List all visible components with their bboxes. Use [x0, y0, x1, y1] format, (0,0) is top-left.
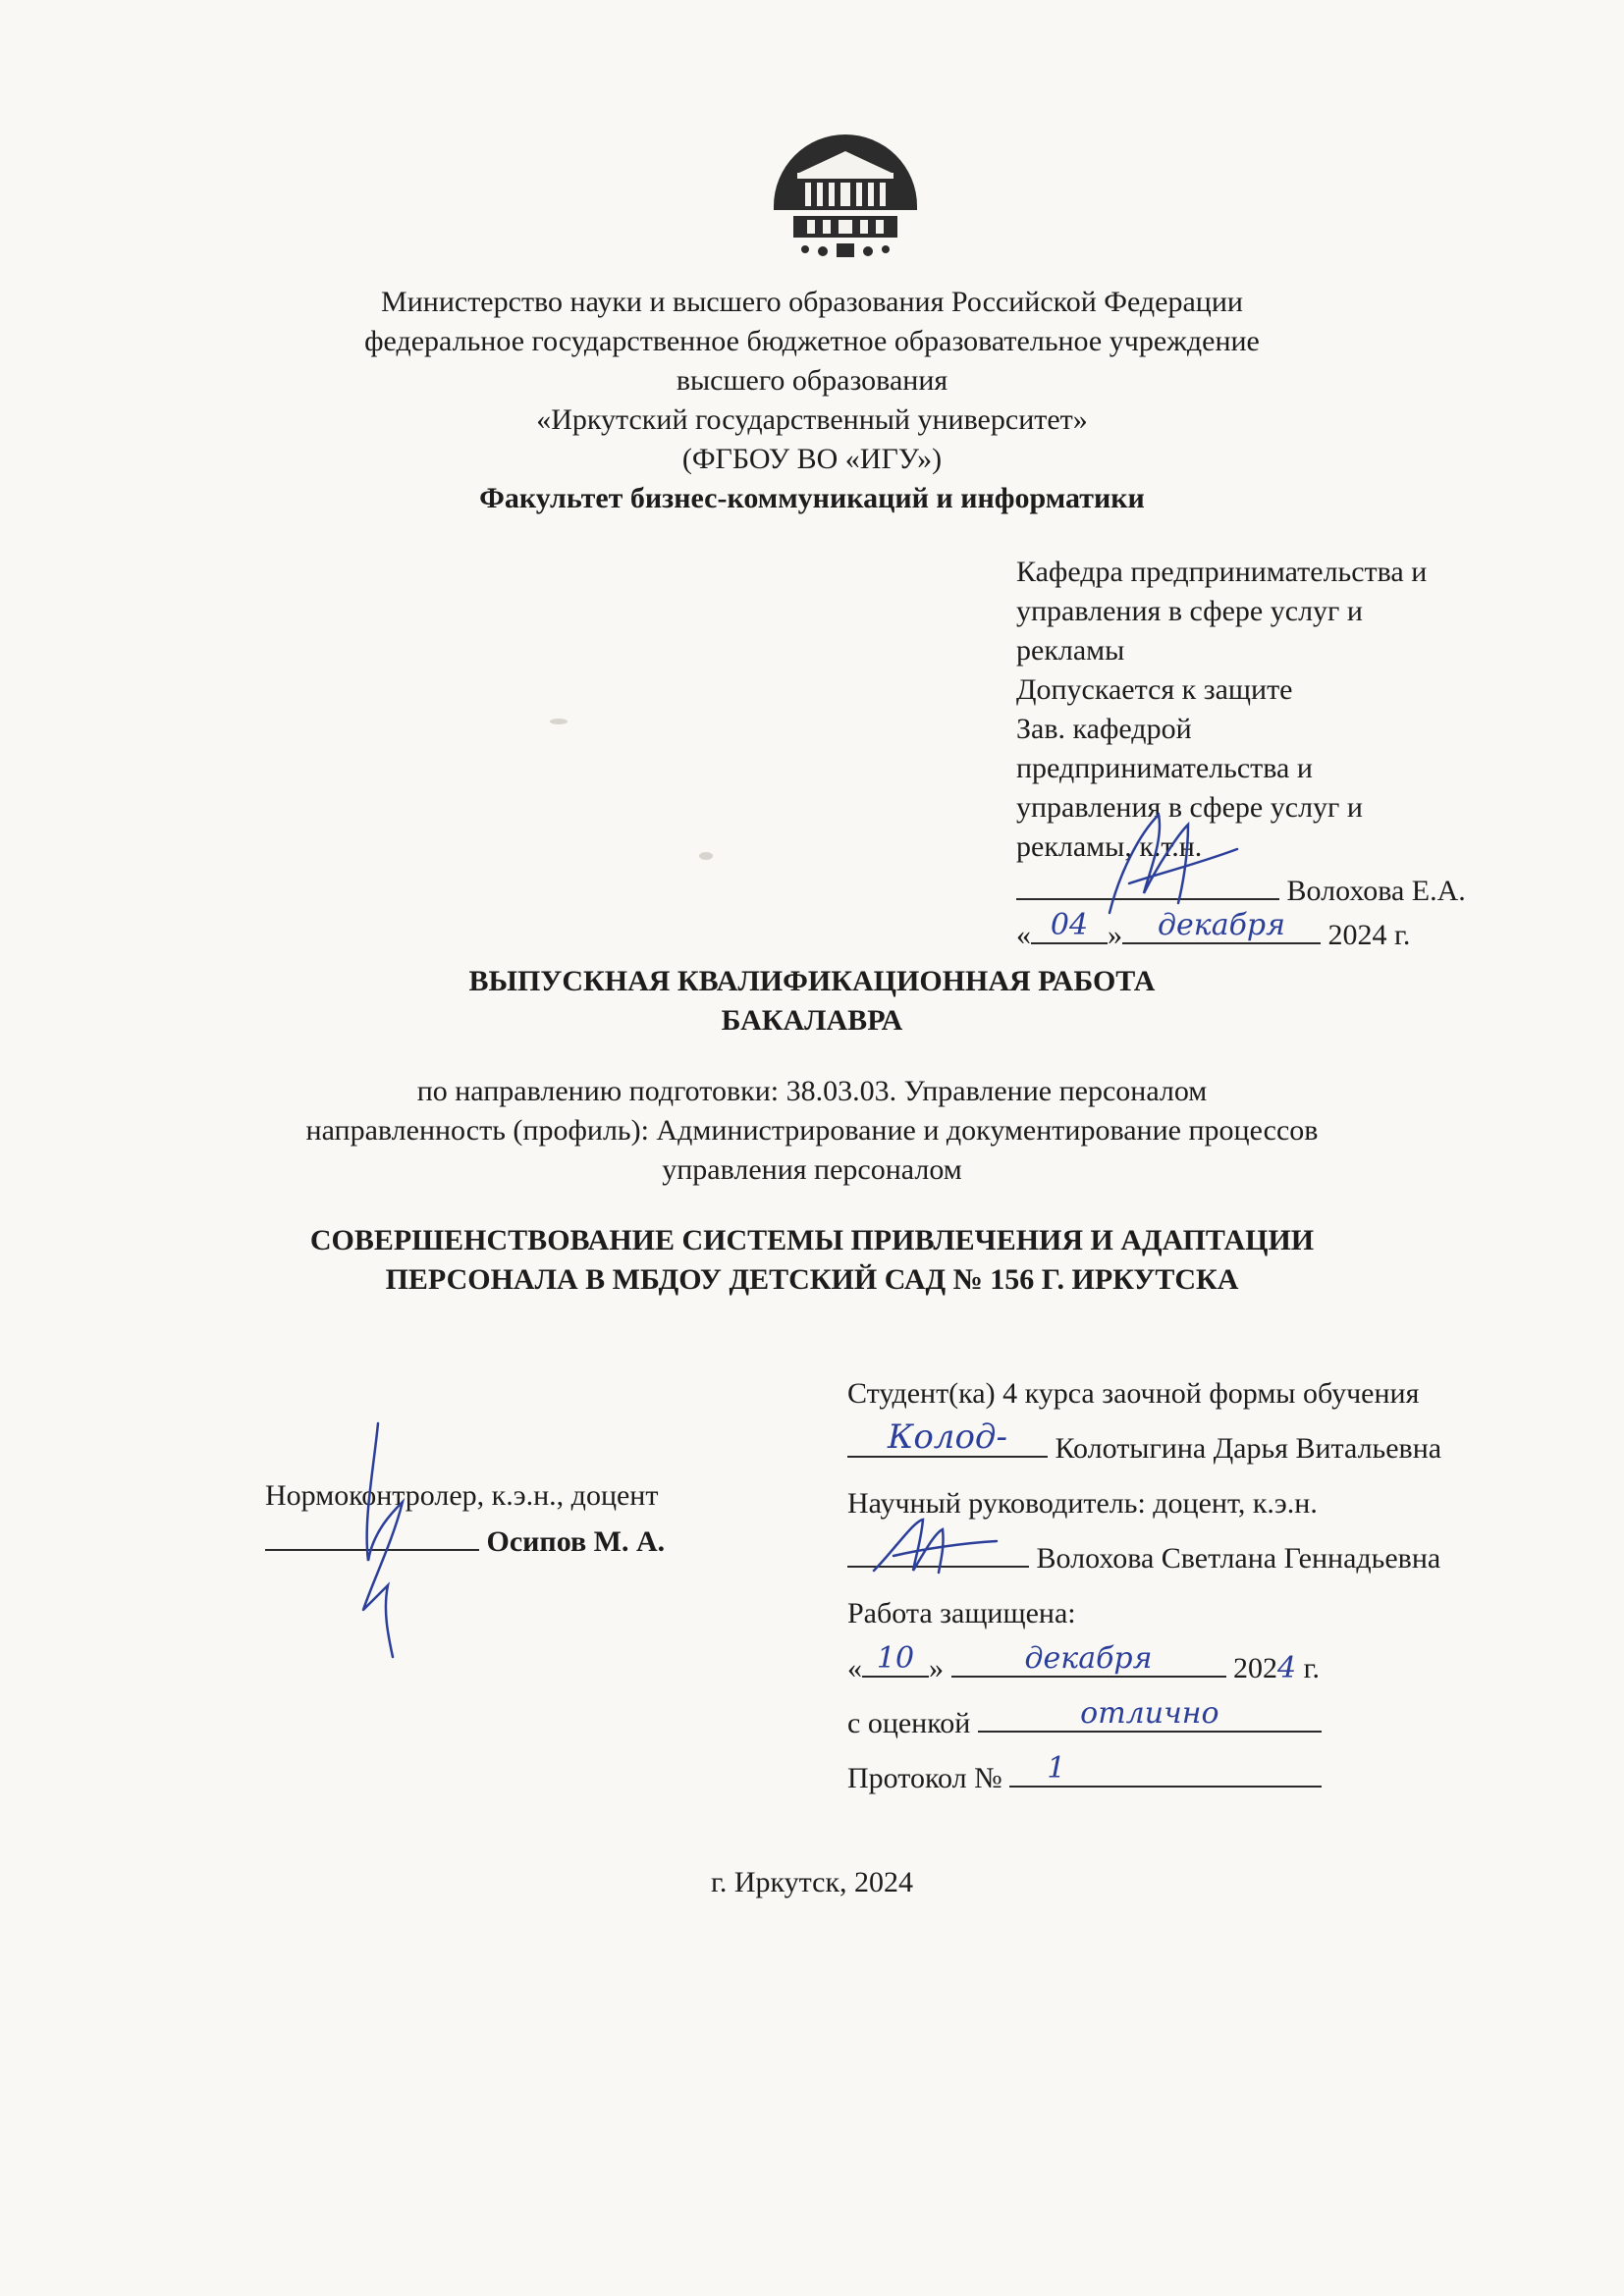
head-line-1: Зав. кафедрой — [1016, 713, 1192, 745]
normocontrol-signature-icon — [334, 1414, 422, 1669]
approval-date-open-quote: « — [1016, 919, 1031, 951]
head-line-2: предпринимательства и — [1016, 752, 1313, 784]
work-title-line-1: ВЫПУСКНАЯ КВАЛИФИКАЦИОННАЯ РАБОТА — [468, 965, 1156, 997]
topic-line-2: ПЕРСОНАЛА В МБДОУ ДЕТСКИЙ САД № 156 Г. ИРКУТСКА — [385, 1263, 1239, 1296]
approval-month-handwritten: декабря — [1158, 908, 1285, 942]
head-signature-icon — [1090, 795, 1247, 933]
approval-year: 2024 г. — [1327, 919, 1411, 951]
university-abbrev: (ФГБОУ ВО «ИГУ») — [681, 443, 943, 475]
admit-to-defense: Допускается к защите — [1016, 673, 1293, 706]
work-title-line-2: БАКАЛАВРА — [721, 1004, 903, 1037]
grade-line — [847, 1696, 1594, 1751]
department-line-1: Кафедра предпринимательства и — [1016, 556, 1428, 588]
protocol-field — [1009, 1751, 1322, 1788]
department-line-3: рекламы — [1016, 634, 1125, 667]
defense-year-digit-handwritten: 4 — [1277, 1651, 1297, 1685]
institution-header — [0, 283, 1624, 518]
protocol-number-handwritten: 1 — [1047, 1751, 1066, 1786]
defense-close-quote: » — [929, 1652, 944, 1684]
protocol-line — [847, 1751, 1594, 1806]
topic-line-1: СОВЕРШЕНСТВОВАНИЕ СИСТЕМЫ ПРИВЛЕЧЕНИЯ И АДАПТАЦИИ — [309, 1224, 1315, 1256]
defense-month-handwritten: декабря — [1024, 1641, 1153, 1676]
defense-date-line — [847, 1641, 1594, 1696]
grade-label: с оценкой — [847, 1707, 971, 1739]
city-year: г. Иркутск, 2024 — [710, 1866, 914, 1898]
normocontrol-signature-line — [265, 1518, 707, 1564]
student-label: Студент(ка) 4 курса заочной формы обучения — [847, 1377, 1420, 1410]
profile-line-2: управления персоналом — [662, 1153, 962, 1186]
normocontrol-block — [265, 1474, 707, 1564]
paper-speck — [699, 852, 713, 860]
head-line-3: управления в сфере услуг и — [1016, 791, 1363, 824]
department-line-2: управления в сфере услуг и — [1016, 595, 1363, 627]
defense-day-handwritten: 10 — [876, 1641, 915, 1676]
paper-speck — [550, 719, 568, 724]
normocontrol-name: Осипов М. А. — [486, 1525, 666, 1558]
approval-date-close-quote: » — [1108, 919, 1122, 951]
head-line-4: рекламы, к.т.н. — [1016, 830, 1203, 863]
normocontrol-label: Нормоконтролер, к.э.н., доцент — [265, 1479, 659, 1512]
supervisor-name: Волохова Светлана Геннадьевна — [1036, 1542, 1441, 1575]
institution-line-2: высшего образования — [676, 364, 948, 397]
defense-month-field — [951, 1641, 1226, 1678]
supervisor-signature-icon — [864, 1512, 1001, 1580]
ministry-line: Министерство науки и высшего образования Российской Федерации — [381, 286, 1243, 318]
head-name: Волохова Е.А. — [1286, 875, 1466, 907]
defense-open-quote: « — [847, 1652, 862, 1684]
direction-line: по направлению подготовки: 38.03.03. Управление персоналом — [416, 1075, 1208, 1107]
direction-block — [0, 1072, 1624, 1190]
student-name: Колотыгина Дарья Витальевна — [1055, 1432, 1442, 1465]
protocol-label: Протокол № — [847, 1762, 1002, 1794]
faculty-name: Факультет бизнес-коммуникаций и информатики — [479, 482, 1145, 514]
defense-year-suffix: г. — [1296, 1652, 1321, 1684]
student-signature-field — [847, 1417, 1048, 1458]
grade-field — [978, 1696, 1322, 1733]
approval-day-handwritten: 04 — [1050, 908, 1089, 942]
grade-handwritten: отлично — [1080, 1696, 1219, 1731]
defense-year-prefix: 202 — [1233, 1652, 1277, 1684]
university-name: «Иркутский государственный университет» — [536, 403, 1088, 436]
defense-day-field — [862, 1641, 929, 1678]
profile-line-1: направленность (профиль): Администрирование и документирование процессов — [305, 1114, 1319, 1147]
student-info-block — [847, 1366, 1594, 1806]
work-title-block — [0, 962, 1624, 1041]
institution-line-1: федеральное государственное бюджетное образовательное учреждение — [364, 325, 1260, 357]
supervisor-label: Научный руководитель: доцент, к.э.н. — [847, 1487, 1318, 1520]
university-logo-icon — [762, 124, 929, 267]
student-signature-handwritten: Колод- — [888, 1417, 1007, 1457]
topic-block — [0, 1221, 1624, 1300]
defense-label: Работа защищена: — [847, 1597, 1076, 1629]
student-signature-line — [847, 1417, 1594, 1476]
